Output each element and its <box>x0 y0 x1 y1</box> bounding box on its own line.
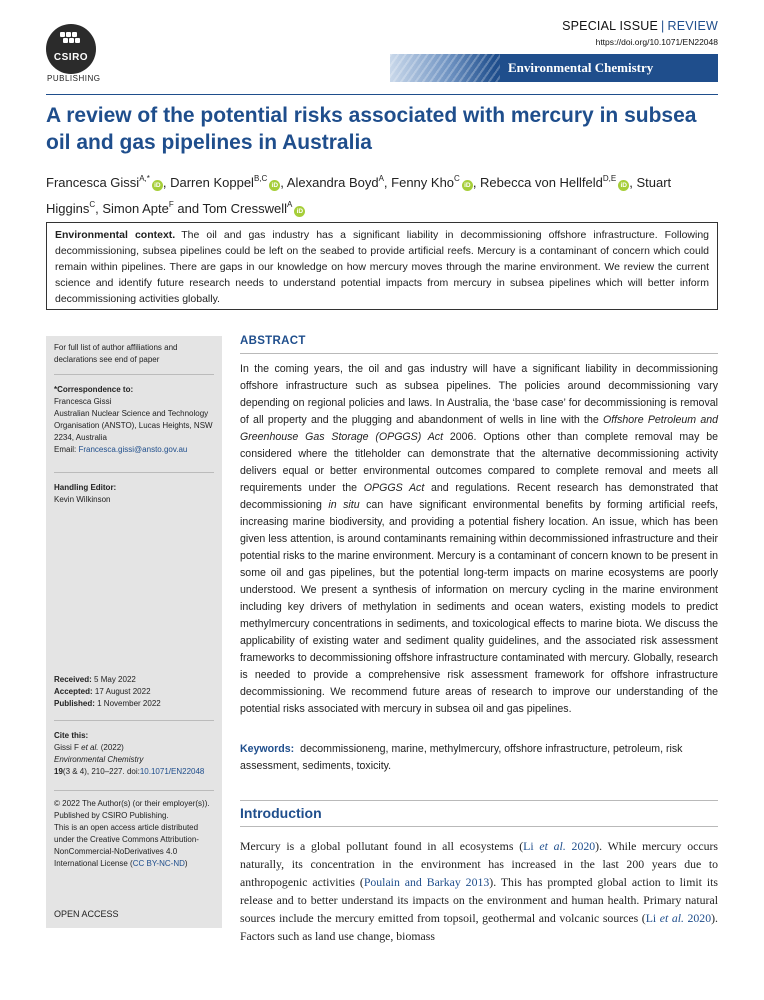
license-text: This is an open access article distributed under the Creative Commons Attribution-NonCommercial-NoDerivatives 4.0 International License ( <box>54 823 199 868</box>
env-context-label: Environmental context. <box>55 229 176 241</box>
journal-banner <box>390 54 718 82</box>
article-sidebar <box>46 336 222 928</box>
abstract-heading: ABSTRACT <box>240 335 306 347</box>
article-title: A review of the potential risks associated with mercury in subsea oil and gas pipelines in Australia <box>46 104 697 154</box>
author-name[interactable]: Darren Koppel <box>170 175 254 190</box>
header-divider <box>46 94 718 95</box>
author-affiliation: A <box>286 200 293 209</box>
environmental-context-box <box>46 222 718 310</box>
reference-link[interactable]: Li et al. 2020 <box>645 911 712 925</box>
author-affiliation: D,E <box>602 174 617 183</box>
author-name[interactable]: Stuart Higgins <box>46 175 672 216</box>
intro-divider-bottom <box>240 826 718 827</box>
introduction-heading: Introduction <box>240 805 322 821</box>
env-context-text: The oil and gas industry has a significant liability in decommissioning offshore infrastructure. Following decommissioning, subsea pipelines could be left on the seabed to provide artificial reefs. Mercury is a contaminant of concern which could remain within pipelines. There are gaps in our knowledge on how mercury moves through the marine environment. We review the current science and identify future research needs to understand potential impacts from mercury in subsea pipelines which will better inform decommissioning activities globally. <box>55 229 710 305</box>
affiliations-note: For full list of author affiliations and declarations see end of paper <box>54 343 178 364</box>
copyright-text: © 2022 The Author(s) (or their employer(s)). Published by CSIRO Publishing. <box>54 799 210 820</box>
author-name[interactable]: Francesca Gissi <box>46 175 140 190</box>
correspondence-org: Australian Nuclear Science and Technology Organisation (ANSTO), Lucas Heights, NSW 2234, Australia <box>54 409 213 442</box>
open-access-label: OPEN ACCESS <box>54 909 119 919</box>
author-affiliation: A,* <box>139 174 150 183</box>
author-affiliation: C <box>89 200 96 209</box>
doi-link[interactable]: https://doi.org/10.1071/EN22048 <box>595 37 718 47</box>
author-name[interactable]: Tom Cresswell <box>202 201 287 216</box>
license-link[interactable]: CC BY-NC-ND <box>132 859 185 868</box>
keywords <box>240 741 718 775</box>
orcid-icon[interactable]: iD <box>152 180 163 191</box>
handling-editor-block: Handling Editor: Kevin Wilkinson <box>54 482 219 506</box>
author-name[interactable]: Alexandra Boyd <box>286 175 379 190</box>
author-name[interactable]: Rebecca von Hellfeld <box>480 175 603 190</box>
intro-divider-top <box>240 800 718 801</box>
author-name[interactable]: Fenny Kho <box>391 175 455 190</box>
author-list: Francesca Gissi$^{A,*}$iD , Darren Koppel$^{B,C}$iD , Alexandra Boyd$^A$, Fenny Kho$^C$iD , Rebecca von Hellfeld$^{D,E}$iD , Stuart Higgins$^C$, Simon Apte$^F$ and Tom Cresswell$^A$iD <box>46 174 672 216</box>
correspondence-email[interactable]: Francesca.gissi@ansto.gov.au <box>78 445 188 454</box>
correspondence-name: Francesca Gissi <box>54 397 112 406</box>
keywords-list: decommissioneng, marine, methylmercury, offshore infrastructure, petroleum, risk assessment, sediments, toxicity. <box>240 743 683 772</box>
orcid-icon[interactable]: iD <box>462 180 473 191</box>
article-type-label: REVIEW <box>667 19 718 33</box>
keywords-label: Keywords: <box>240 743 295 755</box>
abstract-divider <box>240 353 718 354</box>
correspondence-block: *Correspondence to: Francesca Gissi Australian Nuclear Science and Technology Organisation (ANSTO), Lucas Heights, NSW 2234, Australia Email: Francesca.gissi@ansto.gov.au <box>54 384 219 456</box>
journal-name: Environmental Chemistry <box>508 60 654 75</box>
dates-block: Received: 5 May 2022 Accepted: 17 August 2022 Published: 1 November 2022 <box>54 675 161 708</box>
license-block: © 2022 The Author(s) (or their employer(s)). Published by CSIRO Publishing. This is an open access article distributed under the Creative Commons Attribution-NonCommercial-NoDerivatives 4.0 International License (CC BY-NC-ND) <box>54 798 219 870</box>
csiro-logo-mark-icon <box>60 32 82 46</box>
author-affiliation: C <box>454 174 460 183</box>
received-date: 5 May 2022 <box>94 675 136 684</box>
reference-link[interactable]: Poulain and Barkay 2013 <box>363 875 490 889</box>
abstract-text: In the coming years, the oil and gas industry will have a significant liability in decommissioning offshore infrastructure such as subsea pipelines. The policies around decommissioning vary depending on regional policies and laws. In Australia, the ‘base case’ for decommissioning is removal of all property and the plugging and abandonment of wells in line with the Offshore Petroleum and Greenhouse Gas Storage (OPGGS) Act 2006. Options other than complete removal may be considered where the titleholder can demonstrate that the alternative decommissioning activity delivers equal or better environmental outcomes compared to complete removal and meets all requirements under the OPGGS Act and regulations. Recent research has demonstrated that decommissioning in situ can have significant environmental benefits by forming artificial reefs, increasing marine biodiversity, and providing a potential fishery location. An issue, which has been given less attention, is around contaminants remaining within decommissioned infrastructure and their potential risks to the marine environment. Mercury is a contaminant of concern known to be present in some oil and gas pipelines, but the potential long-term impacts on marine ecosystems are poorly understood. We present a synthesis of information on mercury cycling in the marine environment including key drivers of methylation in sediments and ocean waters, existing models to predict methylmercury concentrations in sediments, and toxicological effects to marine biota. We discuss the applicability of existing water and sediment quality guidelines, and the associated risk assessment frameworks to decommissioning offshore infrastructure contaminated with mercury. Globally, research is needed to provide a comprehensive risk assessment framework for offshore infrastructure decommissioning. We recommend future areas of research to improve our understanding of the potential risks associated with mercury in subsea oil and gas pipelines. <box>240 363 718 715</box>
issue-line: SPECIAL ISSUE | REVIEW <box>562 19 718 33</box>
special-issue-label: SPECIAL ISSUE <box>562 19 659 33</box>
orcid-icon[interactable]: iD <box>618 180 629 191</box>
csiro-logo <box>46 24 96 74</box>
published-date: 1 November 2022 <box>97 699 161 708</box>
citation-block: Cite this: Gissi F et al. (2022) Environmental Chemistry 19(3 & 4), 210–227. doi:10.1071/EN22048 <box>54 731 205 776</box>
author-affiliation: A <box>378 174 384 183</box>
citation-doi-link[interactable]: 10.1071/EN22048 <box>139 767 205 776</box>
logo-text: CSIRO <box>53 52 89 63</box>
introduction-text: Mercury is a global pollutant found in all ecosystems (Li et al. 2020). While mercury occurs naturally, its concentration in the environment has increased in the last 200 years due to anthropogenic activities (Poulain and Barkay 2013). This has prompted global action to limit its release and to better understand its impacts on the environment and human health. Primary natural sources include the mercury emitted from topsoil, geothermal and volcanic sources (Li et al. 2020). Factors such as land use change, biomass <box>240 839 718 943</box>
handling-editor: Kevin Wilkinson <box>54 495 111 504</box>
reference-link[interactable]: Li et al. 2020 <box>523 839 596 853</box>
author-affiliation: F <box>168 200 174 209</box>
author-name[interactable]: Simon Apte <box>102 201 169 216</box>
author-affiliation: B,C <box>253 174 268 183</box>
accepted-date: 17 August 2022 <box>94 687 151 696</box>
publisher-label: PUBLISHING <box>47 74 101 83</box>
orcid-icon[interactable]: iD <box>294 206 305 217</box>
orcid-icon[interactable]: iD <box>269 180 280 191</box>
